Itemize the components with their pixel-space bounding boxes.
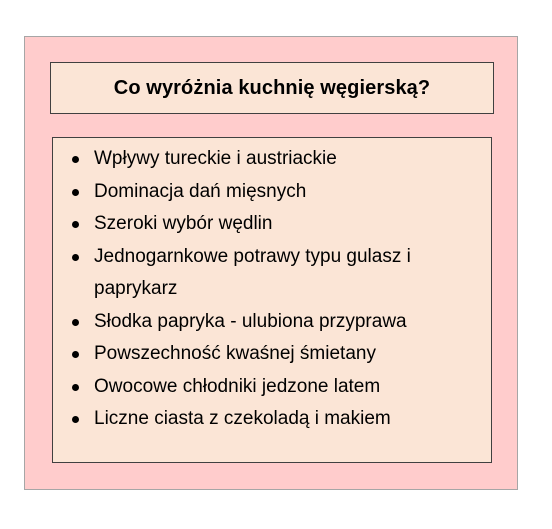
list-item-text: Liczne ciasta z czekoladą i makiem [94,408,391,429]
list-item [53,338,491,371]
bullet-icon [72,221,79,228]
list-item [53,176,491,209]
list-item [53,241,491,306]
bullet-icon [72,189,79,196]
list-item-text: Szeroki wybór wędlin [94,213,273,234]
list-item-text: Słodka papryka - ulubiona przyprawa [94,310,407,332]
bullet-list [53,138,491,436]
bullet-icon [72,384,79,391]
bullet-icon [72,254,79,261]
list-item [53,143,491,176]
list-item [53,371,491,404]
bullet-list-box [52,137,492,463]
bullet-icon [72,319,79,326]
title-box [50,62,494,114]
bullet-icon [72,416,79,423]
list-item-text: Powszechność kwaśnej śmietany [94,343,376,364]
bullet-icon [72,351,79,358]
outer-frame [24,36,518,490]
list-item-text: Dominacja dań mięsnych [94,180,307,202]
list-item [53,306,491,339]
bullet-icon [72,156,79,163]
page-title: Co wyróżnia kuchnię węgierską? [113,76,431,99]
list-item [53,403,491,436]
list-item-text: Wpływy tureckie i austriackie [94,148,337,169]
list-item-text: Owocowe chłodniki jedzone latem [94,375,381,397]
list-item-text: Jednogarnkowe potrawy typu gulasz i paprykarz [94,245,411,299]
list-item [53,208,491,241]
